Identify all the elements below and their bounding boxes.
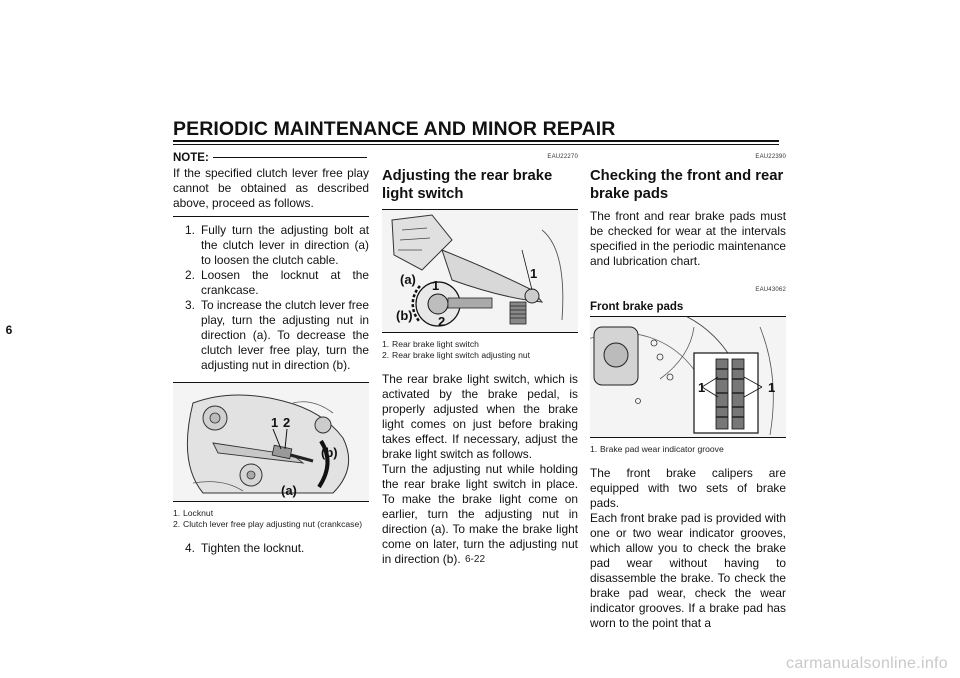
callout-1: 1 bbox=[271, 415, 279, 430]
note-end-rule bbox=[173, 216, 369, 217]
column-2 bbox=[382, 150, 578, 567]
brake-pad-illustration bbox=[590, 317, 786, 437]
step-text: Fully turn the adjusting bolt at the clutch lever in direction (a) to loosen the clutch cable. bbox=[201, 223, 369, 267]
sub-heading: Front brake pads bbox=[590, 301, 684, 313]
callout-b: (b) bbox=[321, 445, 338, 460]
caption-number: 2. bbox=[382, 350, 390, 360]
column-3 bbox=[590, 150, 786, 631]
body-paragraph: The front brake calipers are equipped with two sets of brake pads. bbox=[590, 466, 786, 510]
section-code: EAU22270 bbox=[547, 154, 578, 160]
note-label: NOTE: bbox=[173, 152, 209, 164]
step-item bbox=[173, 541, 369, 556]
callout-2: 2 bbox=[283, 415, 291, 430]
step-number: 4. bbox=[185, 541, 195, 555]
section-heading: Checking the front and rear brake pads bbox=[590, 168, 784, 202]
step-number: 3. bbox=[185, 298, 195, 312]
step-item bbox=[173, 298, 369, 373]
page-number: 6-22 bbox=[465, 554, 486, 565]
caption-text: Brake pad wear indicator groove bbox=[600, 444, 724, 454]
caption-text: Locknut bbox=[183, 508, 214, 518]
callout-a: (a) bbox=[400, 272, 416, 287]
note-text: If the specified clutch lever free play cannot be obtained as described above, proceed as follows. bbox=[173, 166, 369, 210]
header-rule-thin bbox=[173, 144, 779, 145]
step-number: 1. bbox=[185, 223, 195, 237]
watermark: carmanualsonline.info bbox=[786, 655, 948, 672]
steps-list-continued bbox=[173, 541, 369, 556]
caption-number: 1. bbox=[173, 508, 181, 518]
body-paragraph: The rear brake light switch, which is activated by the brake pedal, is properly adjusted when the brake light comes on just before braking takes effect. If necessary, adjust the brake light switch as follows. bbox=[382, 372, 578, 461]
step-text: Loosen the locknut at the crankcase. bbox=[201, 268, 369, 297]
chapter-tab: 6 bbox=[0, 317, 18, 343]
caption-text: Rear brake light switch bbox=[392, 339, 479, 349]
brake-switch-figure bbox=[382, 209, 578, 333]
note-rule bbox=[213, 157, 367, 158]
caption-item bbox=[590, 444, 786, 455]
figure-caption bbox=[173, 508, 369, 530]
step-text: To increase the clutch lever free play, turn the adjusting nut in direction (a). To decrease the clutch lever free play, turn the adjusting nut in direction (b). bbox=[201, 298, 369, 372]
caption-item bbox=[382, 350, 578, 361]
callout-2: 2 bbox=[438, 314, 446, 329]
step-number: 2. bbox=[185, 268, 195, 282]
callout-a: (a) bbox=[281, 483, 297, 498]
caption-number: 1. bbox=[382, 339, 390, 349]
caption-item bbox=[382, 339, 578, 350]
step-text: Tighten the locknut. bbox=[201, 541, 305, 555]
note-header bbox=[173, 150, 369, 166]
page-title: PERIODIC MAINTENANCE AND MINOR REPAIR bbox=[173, 118, 616, 140]
callout-1-left: 1 bbox=[698, 380, 706, 395]
figure-caption bbox=[382, 339, 578, 361]
clutch-figure bbox=[173, 382, 369, 502]
caption-item bbox=[173, 519, 369, 530]
callout-1-right: 1 bbox=[768, 380, 776, 395]
caption-text: Clutch lever free play adjusting nut (crankcase) bbox=[183, 519, 363, 529]
section-code: EAU22390 bbox=[755, 154, 786, 160]
caption-text: Rear brake light switch adjusting nut bbox=[392, 350, 531, 360]
caption-item bbox=[173, 508, 369, 519]
body-paragraph: Turn the adjusting nut while holding the rear brake light switch in place. To make the brake light come on earlier, turn the adjusting nut in direction (a). To make the brake light come on later, turn the adjusting nut in direction (b). bbox=[382, 462, 578, 566]
header-rule bbox=[173, 140, 779, 142]
brake-switch-illustration bbox=[382, 210, 578, 332]
callout-b: (b) bbox=[396, 308, 413, 323]
body-paragraph: Each front brake pad is provided with one or two wear indicator grooves, which allow you to check the brake pad wear without having to disassemble the brake. To check the brake pad wear, check the wear indicator grooves. If a brake pad has worn to the point that a bbox=[590, 511, 786, 630]
figure-caption bbox=[590, 444, 786, 455]
clutch-illustration bbox=[173, 383, 369, 501]
callout-1: 1 bbox=[432, 278, 440, 293]
step-item bbox=[173, 223, 369, 268]
section-code: EAU43062 bbox=[755, 287, 786, 293]
caption-number: 2. bbox=[173, 519, 181, 529]
step-item bbox=[173, 268, 369, 298]
caption-number: 1. bbox=[590, 444, 598, 454]
steps-list bbox=[173, 223, 369, 373]
column-1 bbox=[173, 150, 369, 556]
brake-pad-figure bbox=[590, 316, 786, 438]
callout-1-switch: 1 bbox=[530, 266, 538, 281]
body-paragraph: The front and rear brake pads must be checked for wear at the intervals specified in the periodic maintenance and lubrication chart. bbox=[590, 209, 786, 268]
section-heading: Adjusting the rear brake light switch bbox=[382, 168, 553, 202]
